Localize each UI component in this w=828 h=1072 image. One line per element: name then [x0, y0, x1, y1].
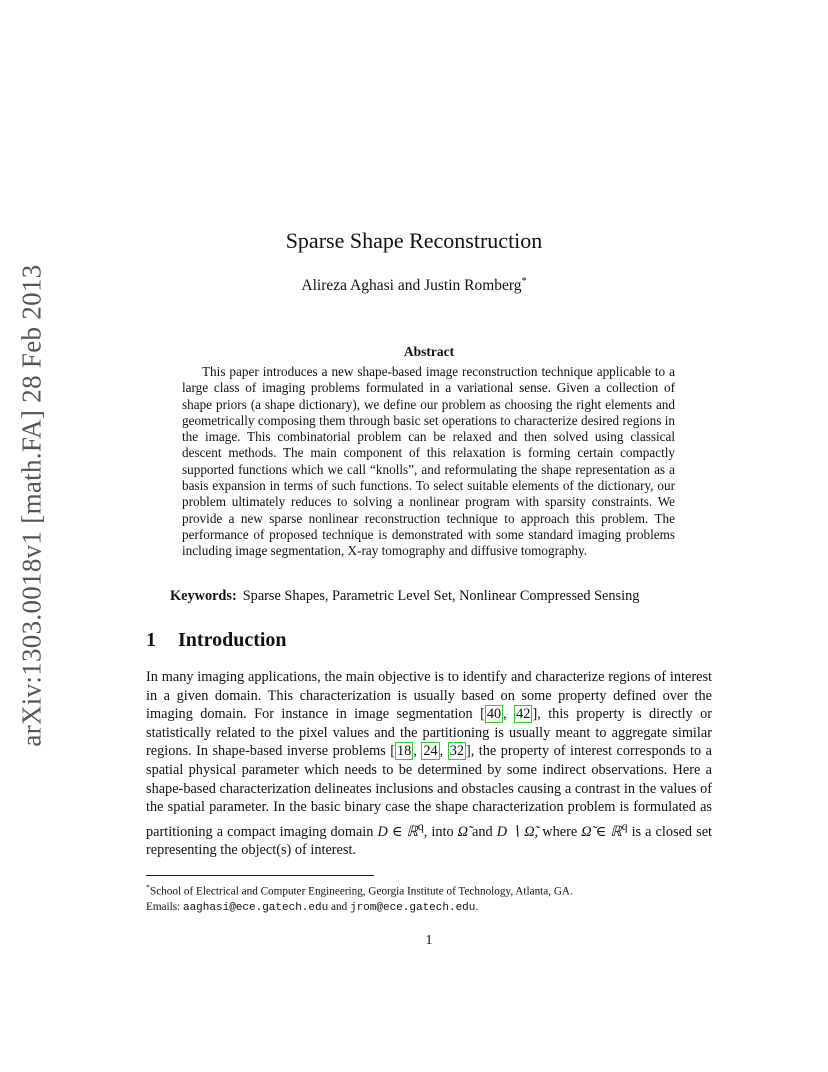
section-heading-introduction: [146, 629, 287, 652]
citation-link[interactable]: 24: [423, 743, 438, 760]
intro-text: , where: [534, 823, 582, 840]
footnote-rule: [146, 875, 374, 876]
intro-text: , this property is directly or statistically related to the pixel values and the partitioning is usually meant to aggregate similar regions. In shape-based inverse problems: [146, 706, 712, 760]
citation-link[interactable]: 32: [449, 743, 464, 760]
citation-separator: ,: [413, 743, 422, 760]
footnote-end: .: [475, 901, 479, 914]
authors: Alireza Aghasi and Justin Romberg: [301, 277, 522, 295]
author-footnote-mark: *: [521, 276, 527, 287]
introduction-paragraph: In many imaging applications, the main objective is to identify and characterize regions of interest in a given domain. This characterization is usually based on some property defined over the imaging domain. For instance in image segmentation [ 40 , 42 ], this property is directly or statistically related to the pixel values and the partitioning is usually meant to aggregate similar regions. In shape-based inverse problems [ 18 , 24 , 32 ], the property of interest corresponds to a spatial physical parameter which needs to be determined by some indirect observations. Here a shape-based characterization delineates inclusions and obstacles causing a contrast in the values of the spatial parameter. In the basic binary case the shape characterization problem is formulated as partitioning a compact imaging domain D ∈ ℝ$^q$, into Ω̃ and D ∖ Ω̃, where Ω̃ ∈ ℝ$^q$ is a closed set representing the object(s) of interest.: [146, 669, 713, 859]
math-superscript: q: [417, 818, 424, 833]
keywords-label: Keywords:: [170, 588, 237, 604]
intro-text: is a closed set representing the object(s) of interest.: [146, 823, 713, 859]
math-superscript: q: [621, 818, 628, 833]
math-omega: Ω̃: [457, 823, 469, 840]
math-domain: D ∈ ℝ: [377, 823, 418, 840]
email-aghasi[interactable]: aaghasi@ece.gatech.edu: [182, 902, 329, 915]
footnote-and: and: [328, 901, 350, 914]
intro-text: , into: [423, 823, 458, 840]
authors-line: [0, 276, 828, 295]
footnote: [146, 880, 712, 917]
page-number: 1: [425, 933, 433, 948]
citation-separator: ,: [439, 743, 448, 760]
footnote-affiliation: School of Electrical and Computer Engineering, Georgia Institute of Technology, Atlanta, GA.: [150, 885, 573, 898]
citation-separator: ,: [503, 706, 515, 723]
footnote-emails-label: Emails:: [146, 901, 183, 914]
keywords-text: Sparse Shapes, Parametric Level Set, Nonlinear Compressed Sensing: [242, 588, 640, 604]
citation-link[interactable]: 18: [397, 743, 412, 760]
citation-link[interactable]: 40: [486, 706, 502, 723]
intro-text: In many imaging applications, the main objective is to identify and characterize regions of interest in a given domain. This characterization is usually based on some property defined over the imaging domain. For instance in image segmentation: [146, 669, 712, 723]
math-complement: D ∖ Ω̃: [496, 823, 535, 840]
email-romberg[interactable]: jrom@ece.gatech.edu: [349, 902, 476, 915]
section-number: 1: [146, 629, 156, 651]
intro-text: and: [468, 823, 497, 840]
citation-link[interactable]: 42: [516, 706, 531, 723]
paper-title: Sparse Shape Reconstruction: [285, 228, 543, 253]
footnote-mark: *: [146, 883, 150, 892]
abstract-heading: Abstract: [403, 344, 455, 359]
keywords: [170, 588, 730, 605]
abstract-body: This paper introduces a new shape-based image reconstruction technique applicable to a large class of imaging problems formulated in a variational sense. Given a collection of shape priors (a shape dictionary), we define our problem as choosing the right elements and geometrically composing them through basic set operations to characterize desired regions in the image. This combinatorial problem can be relaxed and then solved using classical descent methods. The main component of this relaxation is forming certain compactly supported functions which we call “knolls”, and reformulating the shape representation as a basis expansion in terms of such functions. To select suitable elements of the dictionary, our problem ultimately reduces to solving a nonlinear program with sparsity constraints. We provide a new sparse nonlinear reconstruction technique to approach this problem. The performance of proposed technique is demonstrated with some standard imaging problems including image segmentation, X-ray tomography and diffusive tomography.: [182, 364, 675, 559]
section-title: Introduction: [178, 629, 287, 651]
math-omega-set: Ω̃ ∈ ℝ: [581, 823, 622, 840]
arxiv-identifier-text: arXiv:1303.0018v1 [math.FA] 28 Feb 2013: [16, 263, 47, 747]
intro-text: , the property of interest corresponds to a spatial physical parameter which needs to be determined by some indirect observations. Here a shape-based characterization delineates inclusions and obstacles causing a contrast in the values of the spatial parameter. In the basic binary case the shape characterization problem is formulated as partitioning a compact imaging domain: [146, 743, 712, 840]
